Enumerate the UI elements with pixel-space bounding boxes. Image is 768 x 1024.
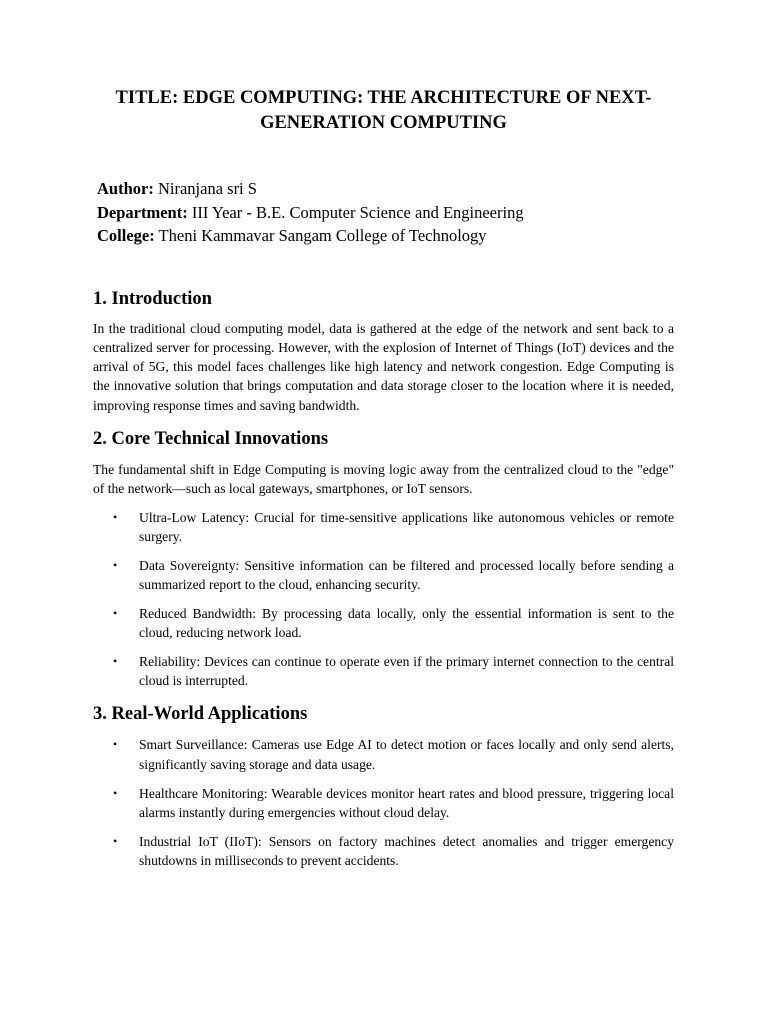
author-label: Author: (97, 179, 154, 198)
list-item (93, 735, 674, 774)
list-item-text: Smart Surveillance: Cameras use Edge AI to detect motion or faces locally and only send alerts, significantly saving storage and data usage. (139, 737, 674, 772)
list-item (93, 652, 674, 691)
introduction-paragraph: In the traditional cloud computing model, data is gathered at the edge of the network and sent back to a centralized server for processing. However, with the explosion of Internet of Things (IoT) devices and the arrival of 5G, this model faces challenges like high latency and network congestion. Edge Computing is the innovative solution that brings computation and data storage closer to the location where it is needed, improving response times and saving bandwidth. (93, 320, 674, 413)
department-row (97, 201, 674, 225)
author-row (97, 177, 674, 201)
document-title: TITLE: EDGE COMPUTING: THE ARCHITECTURE OF NEXT-GENERATION COMPUTING (115, 88, 652, 133)
bullet-icon: • (113, 509, 118, 524)
bullet-icon: • (113, 653, 118, 668)
section-heading-applications: 3. Real-World Applications (93, 704, 308, 725)
college-value: Theni Kammavar Sangam College of Technology (154, 226, 487, 245)
department-label: Department: (97, 202, 188, 222)
college-label: College: (97, 226, 155, 245)
list-item-text: Reliability: Devices can continue to operate even if the primary internet connection to the central cloud is interrupted. (139, 653, 674, 689)
college-row (97, 224, 674, 248)
bullet-icon: • (113, 737, 118, 752)
author-value: Niranjana sri S (153, 179, 257, 198)
core-innovations-list (93, 508, 674, 691)
list-item (93, 604, 674, 643)
section-heading-core-innovations: 2. Core Technical Innovations (93, 428, 329, 449)
list-item (93, 784, 674, 823)
list-item-text: Ultra-Low Latency: Crucial for time-sensitive applications like autonomous vehicles or remote surgery. (139, 509, 674, 544)
list-item (93, 832, 674, 871)
section-heading-introduction: 1. Introduction (93, 288, 212, 309)
list-item-text: Healthcare Monitoring: Wearable devices monitor heart rates and blood pressure, triggering local alarms instantly during emergencies without cloud delay. (139, 785, 674, 820)
bullet-icon: • (113, 605, 118, 620)
list-item (93, 508, 674, 547)
list-item-text: Industrial IoT (IIoT): Sensors on factory machines detect anomalies and trigger emergency shutdowns in milliseconds to prevent accidents. (139, 833, 674, 868)
list-item-text: Reduced Bandwidth: By processing data locally, only the essential information is sent to the cloud, reducing network load. (139, 605, 674, 641)
bullet-icon: • (113, 833, 118, 848)
list-item-text: Data Sovereignty: Sensitive information can be filtered and processed locally before sending a summarized report to the cloud, enhancing security. (139, 557, 674, 592)
department-value: III Year - B.E. Computer Science and Engineering (187, 202, 524, 222)
core-innovations-paragraph: The fundamental shift in Edge Computing is moving logic away from the centralized cloud to the "edge" of the network—such as local gateways, smartphones, or IoT sensors. (93, 461, 674, 497)
list-item (93, 556, 674, 595)
bullet-icon: • (113, 785, 118, 800)
applications-list (93, 735, 674, 870)
author-info (97, 177, 674, 248)
bullet-icon: • (113, 557, 118, 572)
